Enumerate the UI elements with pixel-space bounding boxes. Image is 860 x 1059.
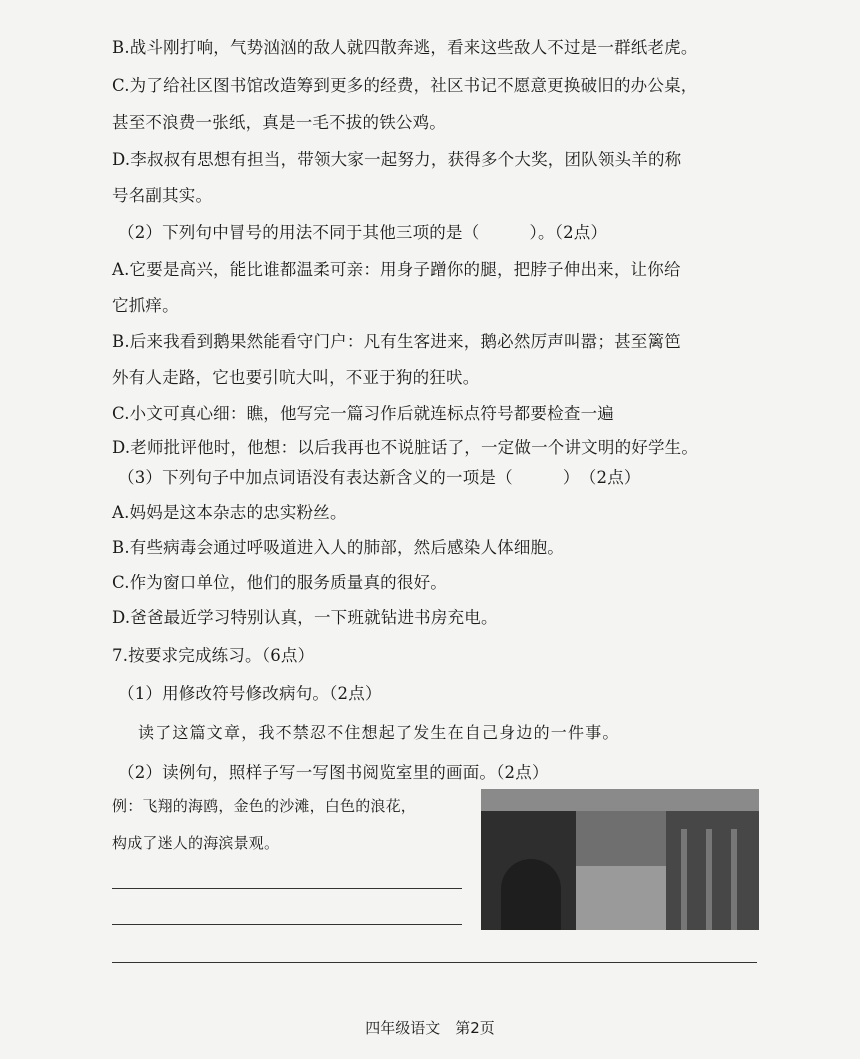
example-line-2: 构成了迷人的海滨景观。	[112, 834, 280, 852]
page-footer: 四年级语文 第2页	[365, 1019, 495, 1037]
answer-line-3[interactable]	[112, 962, 757, 963]
option-d-q1-line2: 号名副其实。	[112, 186, 213, 205]
option-b-q2-line1: B.后来我看到鹅果然能看守门户：凡有生客进来，鹅必然厉声叫嚣；甚至篱笆	[112, 332, 681, 351]
question-2-stem: （2）下列句中冒号的用法不同于其他三项的是（ ）。（2点）	[118, 223, 608, 242]
answer-line-1[interactable]	[112, 888, 462, 889]
option-b-q3: B.有些病毒会通过呼吸道进入人的肺部，然后感染人体细胞。	[112, 538, 564, 557]
question-7-2-stem: （2）读例句，照样子写一写图书阅览室里的画面。（2点）	[118, 763, 549, 782]
option-d-q1-line1: D.李叔叔有思想有担当，带领大家一起努力，获得多个大奖，团队领头羊的称	[112, 150, 682, 169]
example-line-1: 例：飞翔的海鸥，金色的沙滩，白色的浪花，	[112, 797, 417, 815]
sentence-to-correct: 读了这篇文章，我不禁忍不住想起了发生在自己身边的一件事。	[138, 723, 620, 742]
option-d-q3: D.爸爸最近学习特别认真，一下班就钻进书房充电。	[112, 608, 498, 627]
option-b-q1: B.战斗刚打响，气势汹汹的敌人就四散奔逃，看来这些敌人不过是一群纸老虎。	[112, 38, 698, 57]
question-3-stem: （3）下列句子中加点词语没有表达新含义的一项是（ ） （2点）	[118, 468, 641, 487]
option-a-q2-line2: 它抓痒。	[112, 296, 179, 315]
option-a-q3: A.妈妈是这本杂志的忠实粉丝。	[112, 503, 347, 522]
library-reading-room-photo	[481, 789, 759, 930]
option-b-q2-line2: 外有人走路，它也要引吭大叫，不亚于狗的狂吠。	[112, 368, 480, 387]
option-c-q1-line2: 甚至不浪费一张纸，真是一毛不拔的铁公鸡。	[112, 113, 446, 132]
option-c-q2: C.小文可真心细：瞧，他写完一篇习作后就连标点符号都要检查一遍	[112, 404, 614, 423]
option-c-q3: C.作为窗口单位，他们的服务质量真的很好。	[112, 573, 447, 592]
section-7-title: 7.按要求完成练习。（6点）	[112, 646, 315, 665]
answer-line-2[interactable]	[112, 924, 462, 925]
option-a-q2-line1: A.它要是高兴，能比谁都温柔可亲：用身子蹭你的腿，把脖子伸出来，让你给	[112, 260, 681, 279]
question-7-1-stem: （1）用修改符号修改病句。（2点）	[118, 684, 382, 703]
option-d-q2: D.老师批评他时，他想：以后我再也不说脏话了，一定做一个讲文明的好学生。	[112, 438, 699, 457]
option-c-q1-line1: C.为了给社区图书馆改造筹到更多的经费，社区书记不愿意更换破旧的办公桌，	[112, 76, 698, 95]
